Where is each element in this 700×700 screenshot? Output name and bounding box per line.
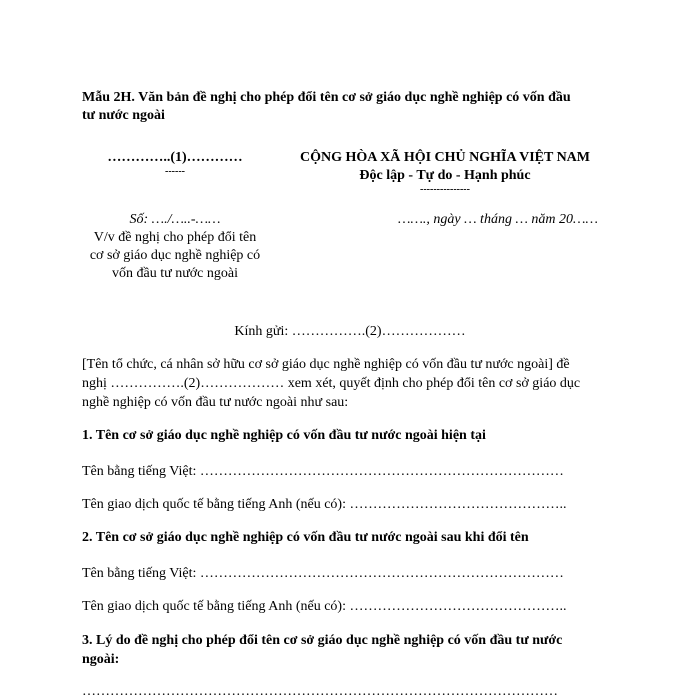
motto-rule: --------------- [420, 184, 470, 195]
recipient-line: Kính gửi: …………….(2)……………… [234, 324, 466, 339]
national-title: CỘNG HÒA XÃ HỘI CHỦ NGHĨA VIỆT NAM [299, 150, 590, 165]
intro-line-3: nghề nghiệp có vốn đầu tư nước ngoài như sau: [82, 395, 349, 410]
form-heading-line-2: tư nước ngoài [82, 108, 165, 123]
form-heading-line-1: Mẫu 2H. Văn bản đề nghị cho phép đổi tên cơ sở giáo dục nghề nghiệp có vốn đầu [82, 90, 571, 105]
date-line: ……., ngày … tháng … năm 20…… [398, 212, 598, 227]
national-motto: Độc lập - Tự do - Hạnh phúc [359, 168, 531, 183]
section-3-reason-field: ………………………………………………………………………………………… [82, 684, 558, 699]
section-1-en-name-field: Tên giao dịch quốc tế bằng tiếng Anh (nếu có): ……………………………………….. [82, 497, 567, 512]
subject-line-1: V/v đề nghị cho phép đổi tên [93, 230, 257, 245]
section-2-en-name-field: Tên giao dịch quốc tế bằng tiếng Anh (nếu có): ……………………………………….. [82, 599, 567, 614]
section-2-title: 2. Tên cơ sở giáo dục nghề nghiệp có vốn đầu tư nước ngoài sau khi đổi tên [82, 530, 529, 545]
section-1-title: 1. Tên cơ sở giáo dục nghề nghiệp có vốn đầu tư nước ngoài hiện tại [82, 428, 486, 443]
subject-line-3: vốn đầu tư nước ngoài [112, 266, 238, 281]
intro-line-2: nghị …………….(2)……………… xem xét, quyết định cho phép đổi tên cơ sở giáo dục [82, 376, 581, 391]
intro-line-1: [Tên tổ chức, cá nhân sở hữu cơ sở giáo dục nghề nghiệp có vốn đầu tư nước ngoài] đề [82, 357, 570, 372]
subject-line-2: cơ sở giáo dục nghề nghiệp có [89, 248, 261, 263]
section-2-vn-name-field: Tên bằng tiếng Việt: …………………………………………………………………… [82, 566, 564, 581]
section-3-title-line-2: ngoài: [82, 652, 120, 667]
document-number: Số: …./…..-…… [129, 212, 221, 227]
org-rule: ------ [165, 166, 185, 177]
section-1-vn-name-field: Tên bằng tiếng Việt: …………………………………………………………………… [82, 464, 564, 479]
section-3-title-line-1: 3. Lý do đề nghị cho phép đổi tên cơ sở giáo dục nghề nghiệp có vốn đầu tư nước [82, 633, 563, 648]
org-name-placeholder: …………..(1)………… [107, 150, 243, 165]
